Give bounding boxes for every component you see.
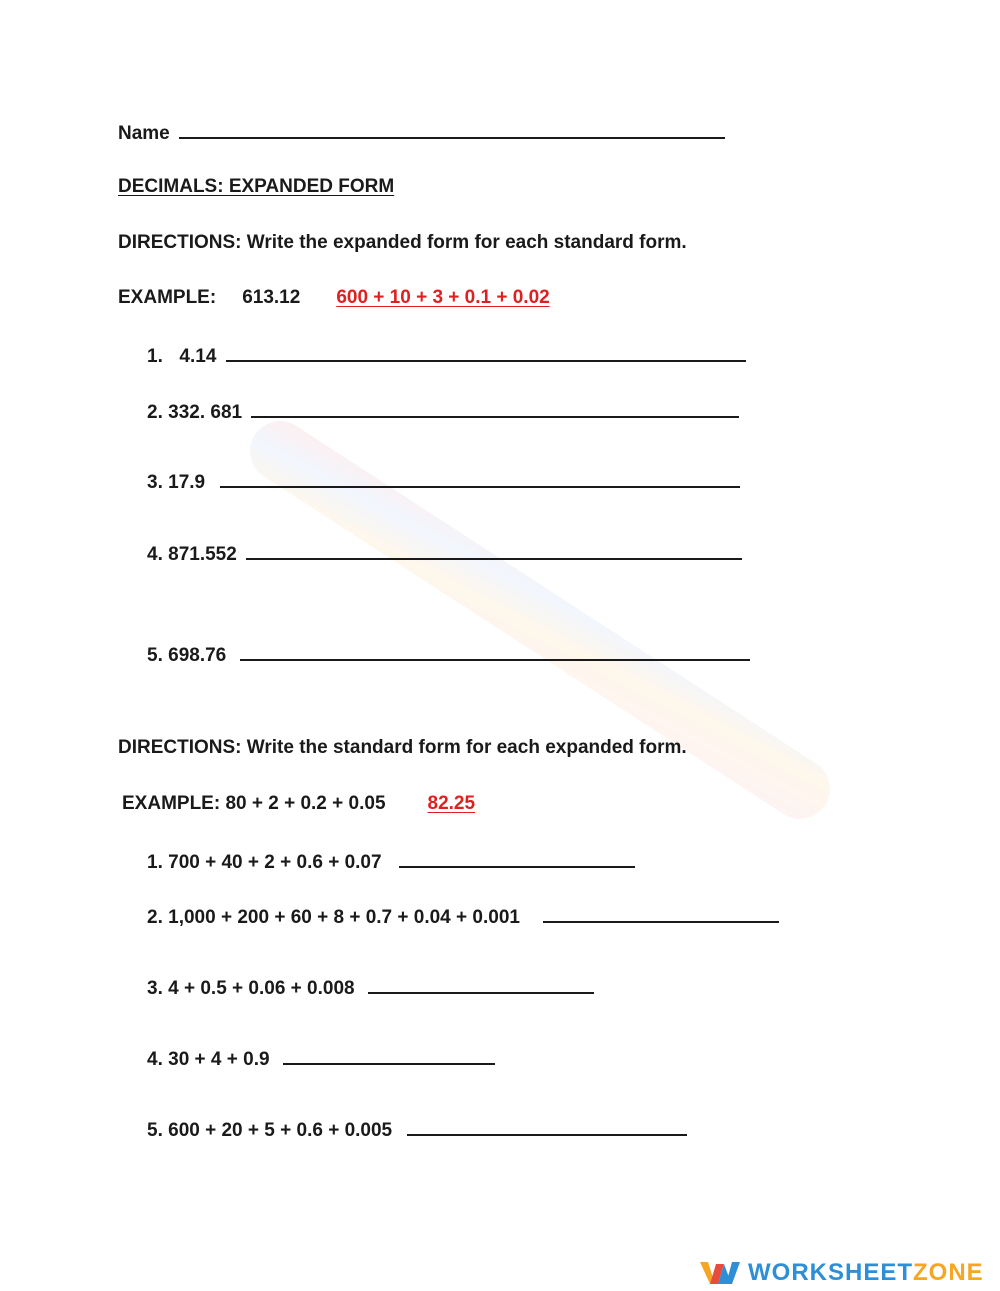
- part2-item: [147, 849, 635, 874]
- part1-example-label: EXAMPLE:: [118, 287, 217, 308]
- part1-item: [147, 642, 750, 667]
- answer-blank[interactable]: [283, 1046, 495, 1065]
- item-number: 2.: [147, 402, 163, 423]
- part2-example-answer: 82.25: [427, 793, 476, 814]
- answer-blank[interactable]: [226, 343, 746, 362]
- part2-item: [147, 904, 779, 929]
- item-value: 1,000 + 200 + 60 + 8 + 0.7 + 0.04 + 0.001: [168, 907, 520, 928]
- item-number: 5.: [147, 645, 163, 666]
- part1-example-answer: 600 + 10 + 3 + 0.1 + 0.02: [336, 287, 550, 308]
- answer-blank[interactable]: [240, 642, 750, 661]
- part2-item: [147, 1117, 687, 1142]
- part2-item: [147, 975, 594, 1000]
- answer-blank[interactable]: [407, 1117, 687, 1136]
- logo-text-main: WORKSHEET: [748, 1259, 913, 1286]
- item-value: 700 + 40 + 2 + 0.6 + 0.07: [168, 852, 382, 873]
- part1-directions: DIRECTIONS: Write the expanded form for each standard form.: [118, 232, 687, 253]
- item-number: 1.: [147, 852, 163, 873]
- answer-blank[interactable]: [368, 975, 594, 994]
- answer-blank[interactable]: [399, 849, 635, 868]
- logo-text-accent: ZONE: [913, 1259, 984, 1286]
- part1-item: [147, 541, 742, 566]
- answer-blank[interactable]: [220, 469, 740, 488]
- item-number: 4.: [147, 1049, 163, 1070]
- name-blank[interactable]: [179, 120, 725, 139]
- part1-item: [147, 399, 739, 424]
- part2-example-prefix: EXAMPLE: 80 + 2 + 0.2 + 0.05: [122, 793, 386, 814]
- part2-item: [147, 1046, 495, 1071]
- logo-text: [748, 1259, 984, 1287]
- answer-blank[interactable]: [543, 904, 779, 923]
- item-value: 871.552: [168, 544, 237, 565]
- part1-item: [147, 343, 746, 368]
- answer-blank[interactable]: [251, 399, 739, 418]
- item-value: 30 + 4 + 0.9: [168, 1049, 270, 1070]
- answer-blank[interactable]: [246, 541, 742, 560]
- logo-w-icon: [700, 1260, 740, 1286]
- item-value: 4 + 0.5 + 0.06 + 0.008: [168, 978, 355, 999]
- item-number: 3.: [147, 472, 163, 493]
- item-number: 1.: [147, 346, 163, 367]
- item-value: 332. 681: [168, 402, 243, 423]
- part2-directions: DIRECTIONS: Write the standard form for each expanded form.: [118, 737, 687, 758]
- name-line: [118, 120, 725, 145]
- part2-example: [122, 793, 475, 815]
- item-number: 3.: [147, 978, 163, 999]
- item-value: 698.76: [168, 645, 227, 666]
- item-value: 4.14: [179, 346, 217, 367]
- part1-example: [118, 287, 550, 309]
- part1-item: [147, 469, 740, 494]
- item-value: 600 + 20 + 5 + 0.6 + 0.005: [168, 1120, 393, 1141]
- item-number: 2.: [147, 907, 163, 928]
- worksheetzone-logo: [700, 1258, 984, 1288]
- item-value: 17.9: [168, 472, 206, 493]
- part1-example-value: 613.12: [242, 287, 301, 308]
- item-number: 4.: [147, 544, 163, 565]
- worksheet-title: DECIMALS: EXPANDED FORM: [118, 176, 395, 197]
- name-label: Name: [118, 123, 170, 144]
- item-number: 5.: [147, 1120, 163, 1141]
